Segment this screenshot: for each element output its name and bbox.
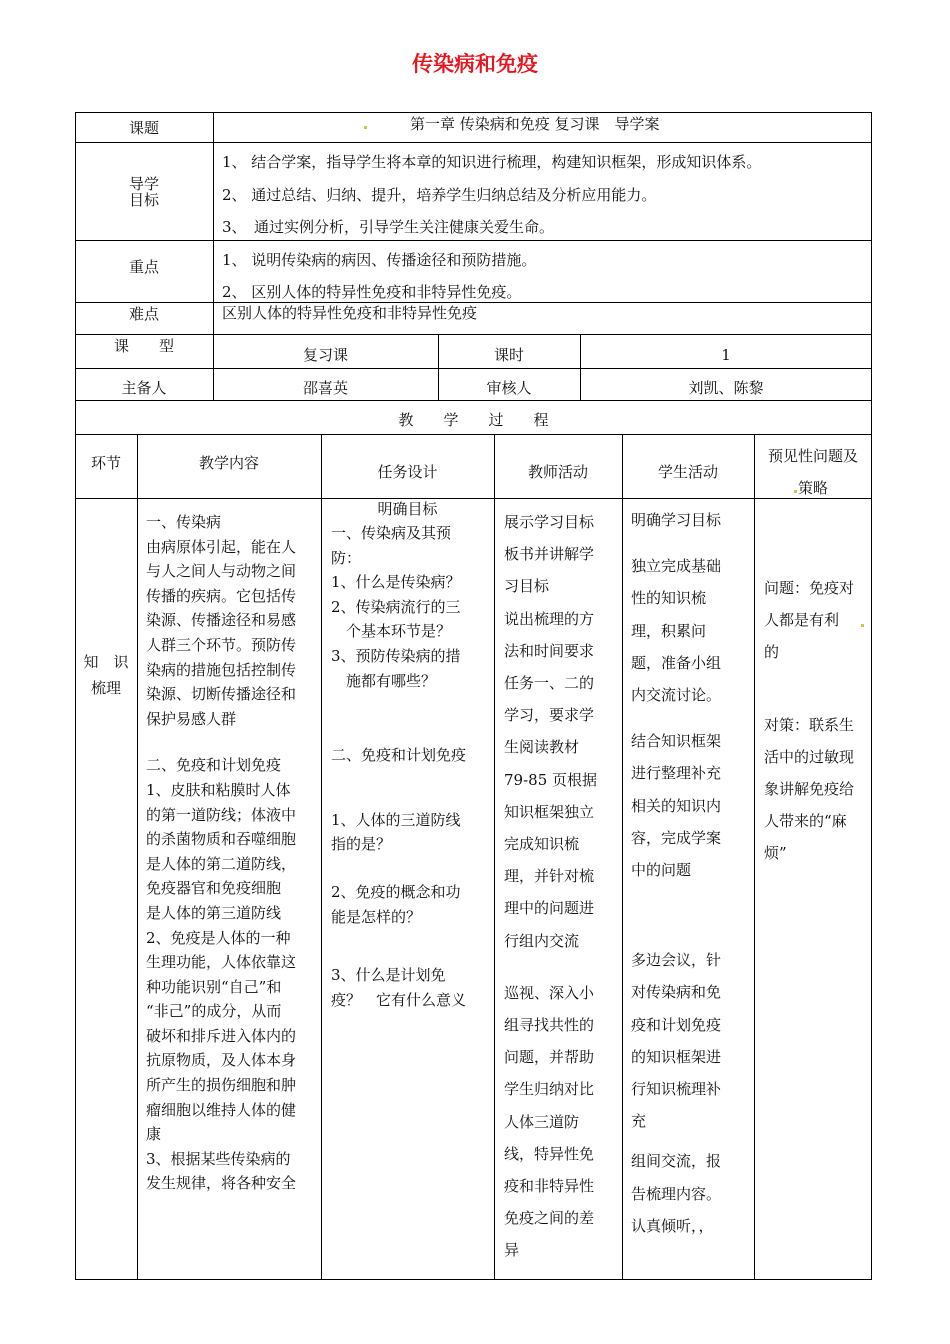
task-line: 施都有哪些？ — [331, 671, 437, 690]
student-line: 明确学习目标 — [631, 511, 722, 529]
student-line: 的知识框架进 — [631, 1047, 722, 1066]
content-line: 是人体的第三道防线 — [146, 903, 282, 922]
scan-speck — [794, 490, 797, 493]
task-line: 3、什么是计划免 — [331, 966, 446, 985]
reviewer-names: 刘凯、陈黎 — [688, 379, 764, 397]
student-line: 容，完成学案 — [631, 828, 722, 847]
strategy-line: 人都是有利 — [764, 611, 840, 630]
content-line: 与人之间人与动物之间 — [146, 562, 297, 581]
teacher-line: 完成知识梳 — [504, 835, 580, 854]
teacher-line: 79-85 页根据 — [504, 770, 598, 789]
stage-label-2: 梳理 — [90, 679, 121, 697]
student-line: 多边会议，针 — [631, 951, 722, 970]
column-header-content: 教学内容 — [198, 454, 259, 472]
content-line: 所产生的损伤细胞和肿 — [146, 1076, 297, 1095]
student-line: 告梳理内容。 — [631, 1184, 722, 1203]
column-header-teacher: 教师活动 — [527, 463, 588, 481]
scan-speck — [861, 624, 864, 627]
strategy-line: 的 — [764, 643, 780, 662]
student-line: 独立完成基础 — [631, 557, 722, 576]
task-line: 二、免疫和计划免疫 — [331, 746, 467, 765]
content-line: 的第一道防线；体液中 — [146, 805, 297, 824]
preparer-name: 邵喜英 — [302, 379, 348, 397]
teacher-line: 任务一、二的 — [504, 674, 595, 693]
content-line: 瘤细胞以维持人体的健 — [146, 1100, 297, 1119]
teacher-line: 巡视、深入小 — [504, 983, 595, 1002]
teacher-line: 说出梳理的方 — [504, 609, 595, 628]
student-line: 性的知识梳 — [631, 589, 707, 608]
teacher-line: 展示学习目标 — [504, 513, 595, 531]
content-line: 种功能识别“自己”和 — [146, 977, 282, 996]
task-line: 一、传染病及其预 — [331, 524, 452, 542]
content-line: 的杀菌物质和吞噬细胞 — [146, 830, 297, 849]
teacher-line: 知识框架独立 — [504, 802, 595, 821]
content-line: 传播的疾病。它包括传 — [146, 586, 297, 605]
content-line: 发生规律，将各种安全 — [146, 1174, 297, 1193]
content-line: 人群三个环节。预防传 — [146, 635, 297, 654]
strategy-line: 问题：免疫对 — [764, 579, 855, 597]
content-line: 保护易感人群 — [146, 709, 237, 728]
column-header-strategy: 预见性问题及 — [767, 447, 858, 465]
content-line: 染病的措施包括控制传 — [146, 660, 297, 679]
lesson-hours-value: 1 — [721, 346, 731, 364]
goal-item: 1、 结合学案，指导学生将本章的知识进行梳理，构建知识框架，形成知识体系。 — [222, 153, 762, 171]
content-line: 由病原体引起，能在人 — [146, 537, 297, 556]
teacher-line: 理，并针对梳 — [504, 867, 595, 886]
student-line: 充 — [631, 1112, 647, 1131]
teacher-line: 学习，要求学 — [504, 706, 595, 725]
task-line: 防： — [331, 548, 362, 567]
strategy-line: 活中的过敏现 — [764, 747, 855, 766]
task-line: 1、什么是传染病？ — [331, 573, 461, 592]
task-line: 个基本环节是？ — [331, 622, 452, 641]
content-line: 2、免疫是人体的一种 — [146, 928, 291, 947]
goals-label-1: 导学 — [128, 175, 159, 193]
content-line: 破坏和排斥进入体内的 — [146, 1026, 297, 1045]
column-header-stage: 环节 — [90, 454, 121, 472]
student-line: 组间交流，报 — [631, 1152, 722, 1171]
teacher-line: 生阅读教材 — [504, 738, 580, 757]
task-line: 3、预防传染病的措 — [331, 646, 461, 665]
teacher-line: 理中的问题进 — [504, 899, 595, 918]
difficulty-label: 难点 — [128, 305, 159, 323]
task-line: 能是怎样的？ — [331, 907, 422, 926]
teacher-line: 行组内交流 — [504, 931, 580, 950]
student-line: 内交流讨论。 — [631, 686, 722, 705]
stage-label-1: 知 识 — [83, 653, 129, 671]
student-line: 结合知识框架 — [631, 732, 722, 751]
strategy-line: 对策：联系生 — [764, 715, 855, 734]
student-activity — [631, 504, 721, 1242]
key-point-item: 2、 区别人体的特异性免疫和非特异性免疫。 — [222, 283, 522, 301]
strategy-line: 象讲解免疫给 — [764, 780, 855, 799]
task-line: 指的是？ — [331, 835, 392, 854]
scan-speck — [364, 126, 367, 129]
student-line: 疫和计划免疫 — [631, 1015, 722, 1034]
content-line: 染源、传播途径和易感 — [146, 611, 297, 630]
student-line: 理，积累问 — [631, 621, 707, 640]
content-line: 一、传染病 — [146, 513, 222, 531]
teacher-line: 板书并讲解学 — [504, 545, 595, 564]
teacher-activity — [504, 506, 597, 1267]
teacher-line: 法和时间要求 — [504, 641, 595, 660]
teacher-line: 异 — [504, 1241, 520, 1260]
lesson-type-label: 课 型 — [113, 337, 174, 355]
document-title: 传染病和免疫 — [412, 52, 538, 76]
content-line: 生理功能，人体依靠这 — [146, 953, 297, 972]
task-line: 2、免疫的概念和功 — [331, 882, 461, 901]
goal-item: 2、 通过总结、归纳、提升，培养学生归纳总结及分析应用能力。 — [222, 186, 657, 204]
content-line: 抗原物质，及人体本身 — [146, 1051, 297, 1070]
teacher-line: 问题，并帮助 — [504, 1048, 595, 1067]
student-line: 行知识梳理补 — [631, 1080, 722, 1099]
goal-item: 3、 通过实例分析，引导学生关注健康关爱生命。 — [222, 218, 555, 236]
strategy-line: 烦” — [764, 844, 787, 863]
teacher-line: 人体三道防 — [504, 1112, 580, 1131]
content-line: 是人体的第二道防线， — [146, 854, 297, 873]
preparer-label: 主备人 — [121, 379, 167, 397]
content-line: 康 — [146, 1125, 162, 1144]
teacher-line: 免疫之间的差 — [504, 1209, 595, 1228]
key-point-item: 1、 说明传染病的病因、传播途径和预防措施。 — [222, 251, 537, 269]
content-line: 染源、切断传播途径和 — [146, 685, 297, 704]
content-line: 免疫器官和免疫细胞 — [146, 879, 282, 898]
task-design — [331, 521, 466, 1012]
column-header-task: 任务设计 — [377, 463, 438, 481]
column-header-strategy-2: 策略 — [797, 479, 828, 497]
content-line: 3、根据某些传染病的 — [146, 1149, 291, 1168]
lesson-type-value: 复习课 — [302, 346, 348, 364]
teacher-line: 疫和非特异性 — [504, 1177, 595, 1196]
student-line: 认真倾听，， — [631, 1216, 714, 1235]
content-line: “非己”的成分，从而 — [146, 1002, 282, 1021]
teacher-line: 学生归纳对比 — [504, 1080, 595, 1099]
task-heading: 明确目标 — [377, 500, 438, 518]
student-line: 题，准备小组 — [631, 653, 722, 672]
content-line: 1、皮肤和粘膜时人体 — [146, 780, 291, 799]
process-heading: 教 学 过 程 — [398, 411, 549, 429]
content-line: 二、免疫和计划免疫 — [146, 756, 282, 775]
topic-label: 课题 — [128, 119, 159, 137]
teacher-line: 线，特异性免 — [504, 1144, 595, 1163]
task-line: 2、传染病流行的三 — [331, 597, 461, 616]
teacher-line: 习目标 — [504, 577, 550, 596]
goals-label-2: 目标 — [128, 191, 159, 209]
task-line: 疫？ 它有什么意义 — [331, 990, 467, 1009]
difficulty-value: 区别人体的特异性免疫和非特异性免疫 — [222, 304, 478, 322]
student-line: 相关的知识内 — [631, 796, 722, 815]
teacher-line: 组寻找共性的 — [504, 1016, 595, 1035]
column-header-student: 学生活动 — [657, 463, 718, 481]
task-line: 1、人体的三道防线 — [331, 810, 461, 829]
topic-value: 第一章 传染病和免疫 复习课 导学案 — [410, 115, 660, 133]
student-line: 中的问题 — [631, 861, 692, 880]
reviewer-label: 审核人 — [486, 379, 532, 397]
strategy-line: 人带来的“麻 — [764, 812, 847, 831]
key-points-label: 重点 — [128, 258, 159, 276]
teaching-content — [146, 510, 296, 1196]
student-line: 对传染病和免 — [631, 983, 722, 1002]
strategy-notes — [764, 572, 854, 870]
student-line: 进行整理补充 — [631, 764, 722, 783]
lesson-hours-label: 课时 — [493, 346, 524, 364]
